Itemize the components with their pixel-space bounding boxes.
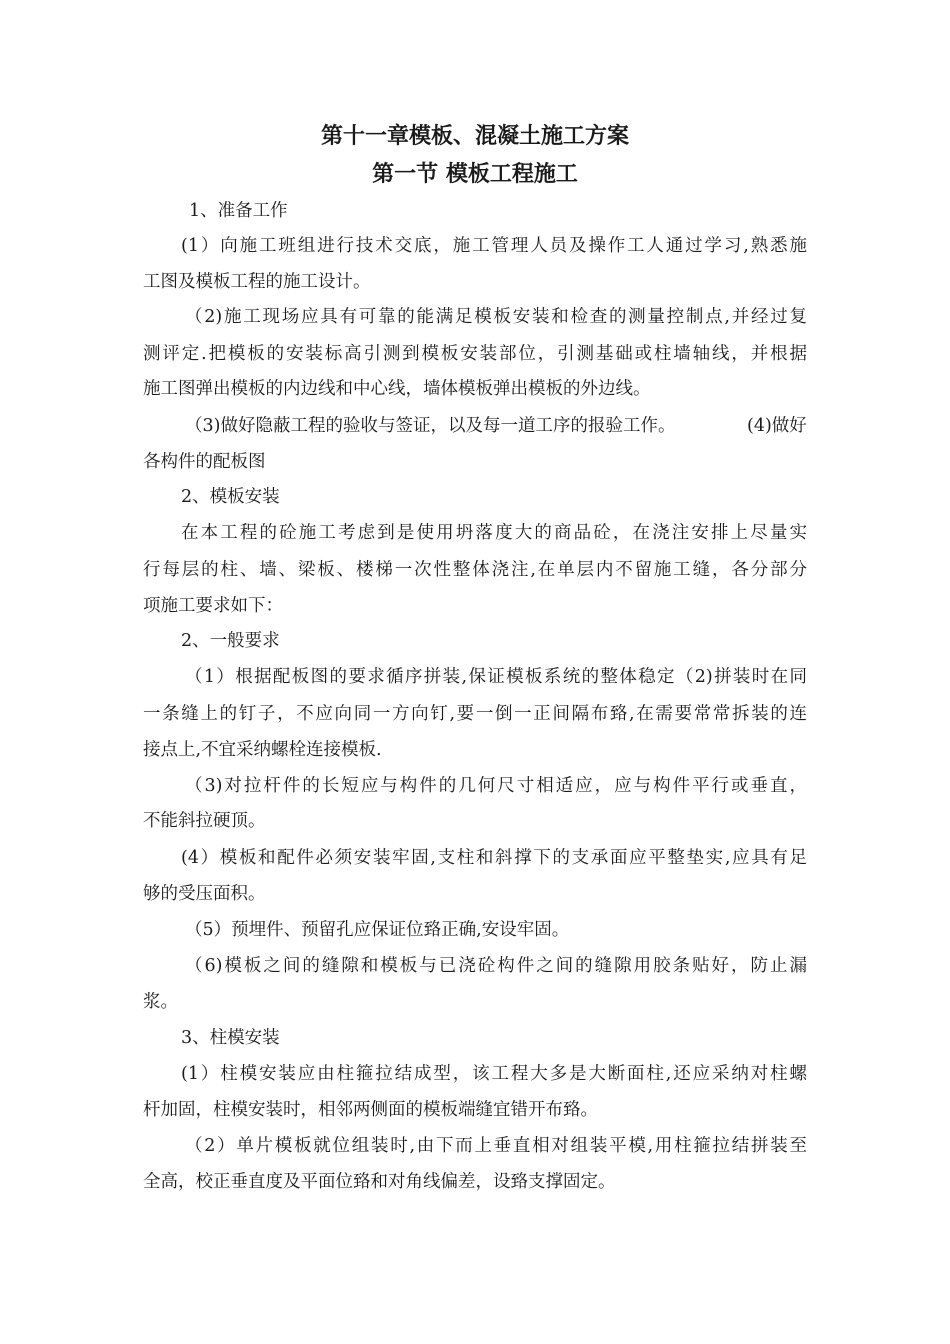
- paragraph-line: (4)做好: [747, 416, 807, 436]
- paragraph-line: 不能斜拉硬顶。: [143, 811, 266, 831]
- paragraph-line: 浆。: [143, 992, 178, 1012]
- paragraph-line: （2）单片模板就位组装时,由下而上垂直相对组装平模,用柱箍拉结拼装至: [185, 1136, 807, 1156]
- paragraph-line: (1）向施工班组进行技术交底，施工管理人员及操作工人通过学习,熟悉施: [181, 236, 807, 256]
- heading-column-formwork: 3、柱模安装: [181, 1028, 280, 1048]
- paragraph-line: 项施工要求如下：: [143, 596, 283, 616]
- heading-general-requirements: 2、一般要求: [181, 631, 280, 651]
- paragraph-line: （5）预埋件、预留孔应保证位臵正确,安设牢固。: [185, 920, 570, 940]
- paragraph-line: 测评定.把模板的安装标高引测到模板安装部位，引测基础或柱墙轴线，并根据: [143, 344, 807, 364]
- paragraph-line: 行每层的柱、墙、梁板、楼梯一次性整体浇注,在单层内不留施工缝，各分部分: [143, 560, 807, 580]
- paragraph-line: 够的受压面积。: [143, 884, 266, 904]
- paragraph-line: 一条缝上的钉子，不应向同一方向钉,要一倒一正间隔布臵,在需要常常拆装的连: [143, 704, 807, 724]
- paragraph-line: 各构件的配板图: [143, 452, 266, 472]
- paragraph-line: 杆加固，柱模安装时，相邻两侧面的模板端缝宜错开布臵。: [143, 1100, 598, 1120]
- heading-formwork-install: 2、模板安装: [181, 487, 280, 507]
- paragraph-line: 施工图弹出模板的内边线和中心线，墙体模板弹出模板的外边线。: [143, 379, 651, 399]
- paragraph-line: （3)对拉杆件的长短应与构件的几何尺寸相适应，应与构件平行或垂直，: [185, 776, 807, 796]
- paragraph-line: 工图及模板工程的施工设计。: [143, 272, 371, 292]
- paragraph-line: 在本工程的砼施工考虑到是使用坍落度大的商品砼，在浇注安排上尽量实: [181, 523, 807, 543]
- heading-preparation: 1、准备工作: [189, 201, 288, 221]
- paragraph-line: (4）模板和配件必须安装牢固,支柱和斜撑下的支承面应平整垫实,应具有足: [181, 848, 807, 868]
- section-title: 第一节 模板工程施工: [372, 161, 578, 187]
- paragraph-line: （6)模板之间的缝隙和模板与已浇砼构件之间的缝隙用胶条贴好，防止漏: [185, 956, 807, 976]
- paragraph-line: 接点上,不宜采纳螺栓连接模板.: [143, 740, 382, 760]
- paragraph-line: （2)施工现场应具有可靠的能满足模板安装和检查的测量控制点,并经过复: [185, 307, 807, 327]
- paragraph-line: （1）根据配板图的要求循序拼装,保证模板系统的整体稳定（2)拼装时在同: [185, 667, 807, 687]
- paragraph-line: (1）柱模安装应由柱箍拉结成型，该工程大多是大断面柱,还应采纳对柱螺: [181, 1064, 807, 1084]
- paragraph-line: 全高，校正垂直度及平面位臵和对角线偏差，设臵支撑固定。: [143, 1172, 616, 1192]
- chapter-title: 第十一章模板、混凝土施工方案: [320, 123, 629, 149]
- paragraph-line: （3)做好隐蔽工程的验收与签证，以及每一道工序的报验工作。: [185, 416, 676, 436]
